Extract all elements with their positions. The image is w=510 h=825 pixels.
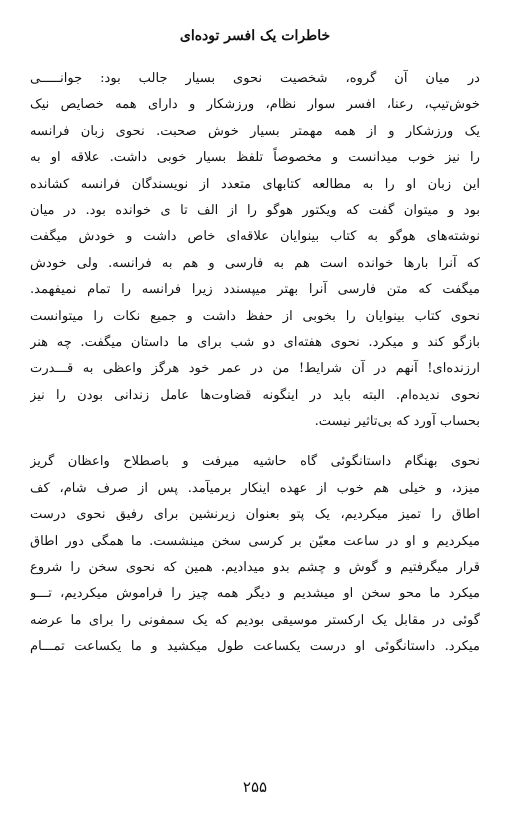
text-line: میکردیم و او در ساعت معیّن بر کرسی سخن مینشست. ما همگی دور اطاق [30, 533, 480, 549]
text-line: را نیز خوب میدانست و مخصوصاً تلفظ بسیار خوبی داشت. علاقه او به [30, 150, 480, 166]
text-line: میکرد. داستانگوئی او درست یکساعت طول میکشید و ما یکساعت تمـــام [30, 639, 480, 655]
text-line: میزد، و خیلی هم خوب از عهده اینکار برمیآمد. پس از صرف شام، کف [30, 480, 480, 496]
text-line: بازگو کند و میکرد. نحوی هفته‌ای دو شب برای ما داستان میگفت. چه هنر [30, 334, 480, 350]
running-header: خاطرات یک افسر توده‌ای [179, 28, 331, 44]
text-line: گوئی در مقابل یک ارکستر موسیقی بودیم که یک سمفونی را برای ما عرضه [30, 612, 480, 628]
page-number: ۲۵۵ [242, 778, 268, 796]
text-line: میکرد ما محو سخن او میشدیم و دیگر همه چیز را فراموش میکردیم، تـــو [30, 586, 480, 602]
text-line: بود و میتوان گفت که ویکتور هوگو را از الف تا ی خوانده بود. در میان [30, 202, 480, 218]
text-line: ارزنده‌ای! آنهم در آن شرایط! من در عمر خود هرگز واعظی به قـــدرت [30, 361, 480, 377]
paragraph-2 [30, 449, 480, 660]
text-line: نوشته‌های هوگو به کتاب بینوایان علاقه‌ای خاص داشت و خودش میگفت [30, 229, 480, 245]
page-body [30, 66, 480, 661]
text-line: در میان آن گروه، شخصیت نحوی بسیار جالب بود: جوانـــــی [30, 71, 480, 86]
text-line: این زبان او را به مطالعه کتابهای متعدد از نویسندگان فرانسه کشانده [30, 176, 480, 192]
text-line: نحوی کتاب بینوایان را بخوبی از حفظ داشت و جمیع نکات را میتوانست [30, 308, 480, 324]
paragraph-gap [30, 435, 480, 449]
text-line: یک ورزشکار و از همه مهمتر بسیار خوش صحبت. نحوی زبان فرانسه [30, 123, 480, 139]
text-line: نحوی بهنگام داستانگوئی گاه حاشیه میرفت و باصطلاح واعظان گریز [30, 454, 480, 470]
text-line: میگفت که متن فارسی آنرا بهتر میپسندد زیرا فرانسه را تمام نمیفهمد. [30, 282, 480, 298]
text-line: قرار میگرفتیم و گوش و چشم بدو میدادیم. همین که نحوی سخن را شروع [30, 560, 480, 576]
text-line: بحساب آورد که بی‌تاثیر نیست. [314, 414, 480, 430]
text-line: اطاق را تمیز میکردیم، یک پتو بعنوان زیرنشین برای رفیق نحوی درست [30, 507, 480, 523]
text-line: خوش‌تیپ، رعنا، افسر سوار نظام، ورزشکار و دارای همه خصایص نیک [30, 97, 480, 113]
paragraph-1 [30, 66, 480, 435]
text-line: نحوی ندیده‌ام. البته باید در اینگونه قضاوت‌ها عامل زندانی بودن را نیز [30, 387, 480, 403]
text-line: که آنرا بارها خوانده است هم به فارسی و هم به فرانسه. ولی خودش [30, 255, 480, 271]
